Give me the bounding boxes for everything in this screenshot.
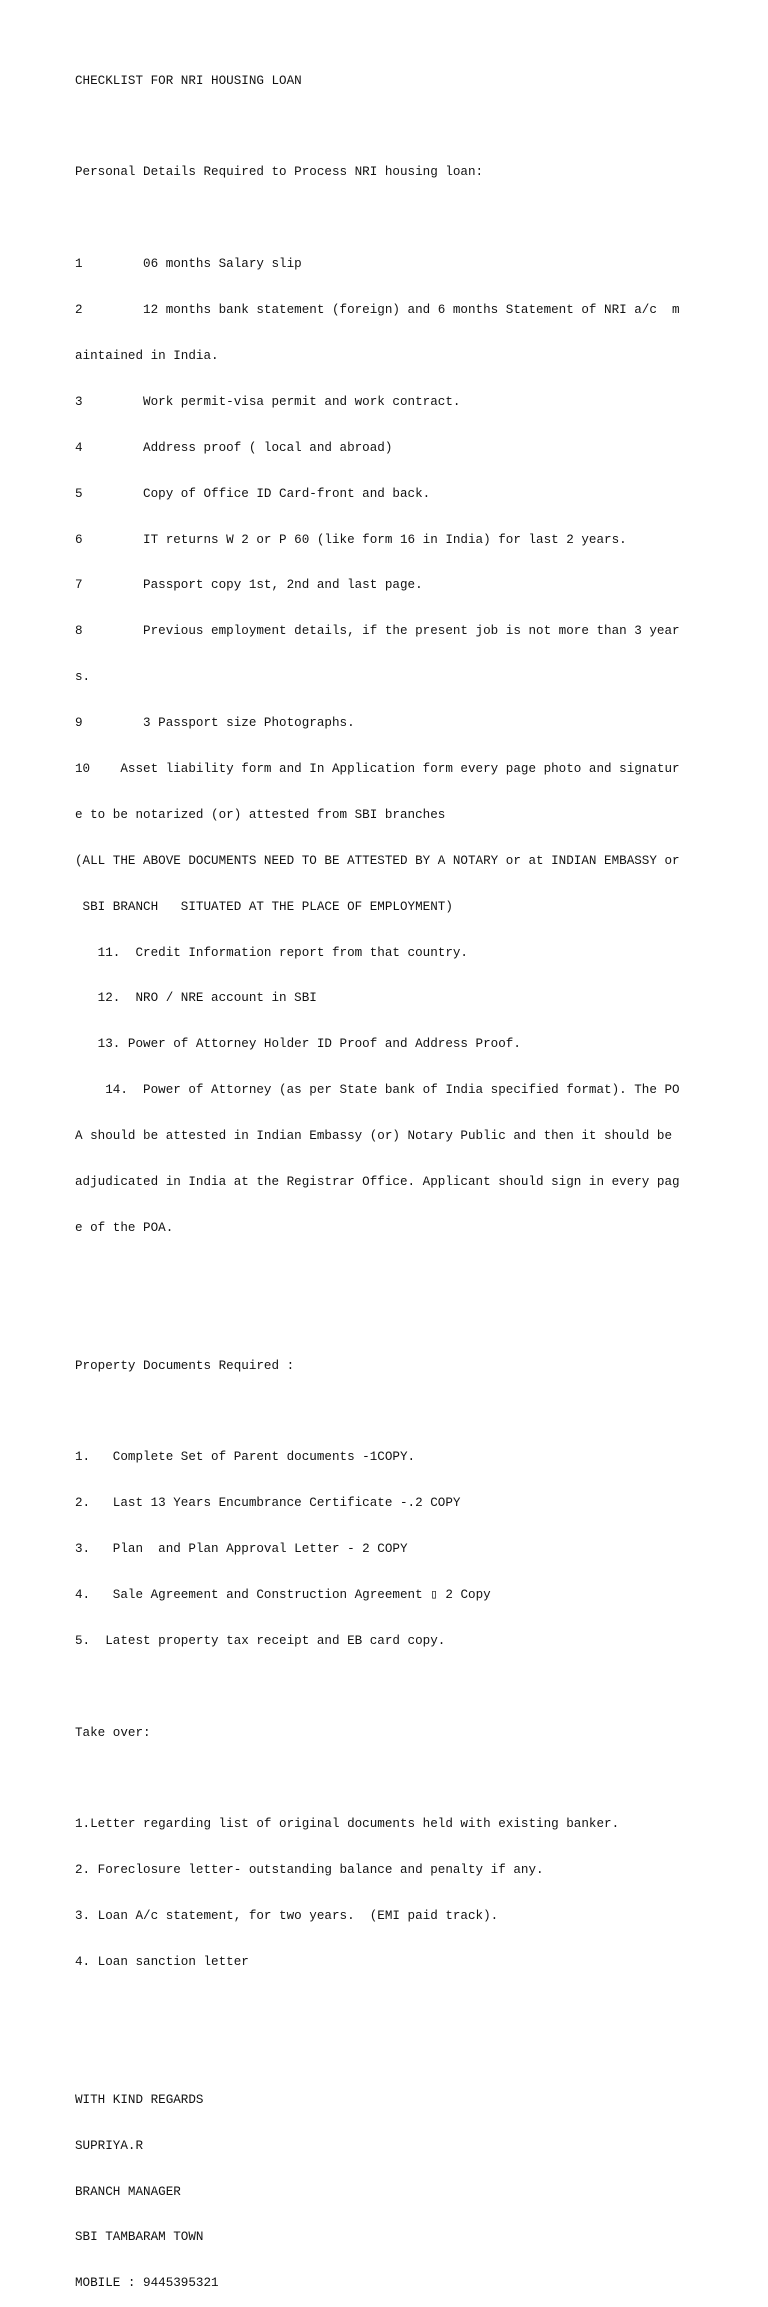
list-item: 9 3 Passport size Photographs. bbox=[75, 716, 355, 731]
list-item: 2 12 months bank statement (foreign) and 6 months Statement of NRI a/c m bbox=[75, 303, 680, 318]
list-item-continuation: A should be attested in Indian Embassy (or) Notary Public and then it should be bbox=[75, 1129, 673, 1144]
list-item: 8 Previous employment details, if the present job is not more than 3 year bbox=[75, 624, 680, 639]
list-item: 10 Asset liability form and In Application form every page photo and signatur bbox=[75, 761, 680, 776]
list-item: 2. Last 13 Years Encumbrance Certificate -.2 COPY bbox=[75, 1496, 461, 1511]
blank-line bbox=[75, 119, 675, 134]
list-item: 1.Letter regarding list of original documents held with existing banker. bbox=[75, 1817, 620, 1832]
list-item: 7 Passport copy 1st, 2nd and last page. bbox=[75, 578, 423, 593]
blank-line bbox=[75, 1313, 675, 1328]
blank-line bbox=[75, 2047, 675, 2062]
list-item: 12. NRO / NRE account in SBI bbox=[75, 991, 317, 1006]
attestation-note-continuation: SBI BRANCH SITUATED AT THE PLACE OF EMPLOYMENT) bbox=[75, 899, 453, 914]
list-item-continuation: adjudicated in India at the Registrar Office. Applicant should sign in every pag bbox=[75, 1174, 680, 1189]
list-item-continuation: e to be notarized (or) attested from SBI branches bbox=[75, 807, 446, 822]
list-item: 4 Address proof ( local and abroad) bbox=[75, 440, 393, 455]
document-title: CHECKLIST FOR NRI HOUSING LOAN bbox=[75, 73, 302, 88]
signatory-mobile: MOBILE : 9445395321 bbox=[75, 2276, 219, 2291]
document-body bbox=[75, 43, 680, 2307]
section-heading-personal-details: Personal Details Required to Process NRI housing loan: bbox=[75, 165, 484, 180]
blank-line bbox=[75, 2001, 675, 2016]
section-heading-take-over: Take over: bbox=[75, 1725, 151, 1740]
signatory-branch: SBI TAMBARAM TOWN bbox=[75, 2230, 204, 2245]
list-item: 14. Power of Attorney (as per State bank of India specified format). The PO bbox=[75, 1083, 680, 1098]
signatory-designation: BRANCH MANAGER bbox=[75, 2184, 181, 2199]
list-item-continuation: aintained in India. bbox=[75, 348, 219, 363]
list-item: 11. Credit Information report from that country. bbox=[75, 945, 468, 960]
list-item: 1 06 months Salary slip bbox=[75, 257, 302, 272]
list-item: 5 Copy of Office ID Card-front and back. bbox=[75, 486, 431, 501]
list-item-continuation: s. bbox=[75, 670, 91, 685]
list-item: 2. Foreclosure letter- outstanding balance and penalty if any. bbox=[75, 1863, 544, 1878]
list-item: 3. Loan A/c statement, for two years. (EMI paid track). bbox=[75, 1909, 499, 1924]
list-item: 4. Sale Agreement and Construction Agreement ▯ 2 Copy bbox=[75, 1587, 491, 1602]
list-item: 5. Latest property tax receipt and EB card copy. bbox=[75, 1633, 446, 1648]
blank-line bbox=[75, 1404, 675, 1419]
list-item: 4. Loan sanction letter bbox=[75, 1955, 249, 1970]
signatory-name: SUPRIYA.R bbox=[75, 2138, 144, 2153]
blank-line bbox=[75, 1680, 675, 1695]
list-item: 1. Complete Set of Parent documents -1COPY. bbox=[75, 1450, 416, 1465]
section-heading-property-documents: Property Documents Required : bbox=[75, 1358, 295, 1373]
list-item: 13. Power of Attorney Holder ID Proof and Address Proof. bbox=[75, 1037, 521, 1052]
list-item: 3 Work permit-visa permit and work contract. bbox=[75, 394, 461, 409]
list-item-continuation: e of the POA. bbox=[75, 1220, 174, 1235]
blank-line bbox=[75, 1772, 675, 1787]
closing-regards: WITH KIND REGARDS bbox=[75, 2092, 204, 2107]
list-item: 3. Plan and Plan Approval Letter - 2 COPY bbox=[75, 1542, 408, 1557]
list-item: 6 IT returns W 2 or P 60 (like form 16 in India) for last 2 years. bbox=[75, 532, 627, 547]
attestation-note: (ALL THE ABOVE DOCUMENTS NEED TO BE ATTESTED BY A NOTARY or at INDIAN EMBASSY or bbox=[75, 853, 680, 868]
blank-line bbox=[75, 211, 675, 226]
blank-line bbox=[75, 1267, 675, 1282]
